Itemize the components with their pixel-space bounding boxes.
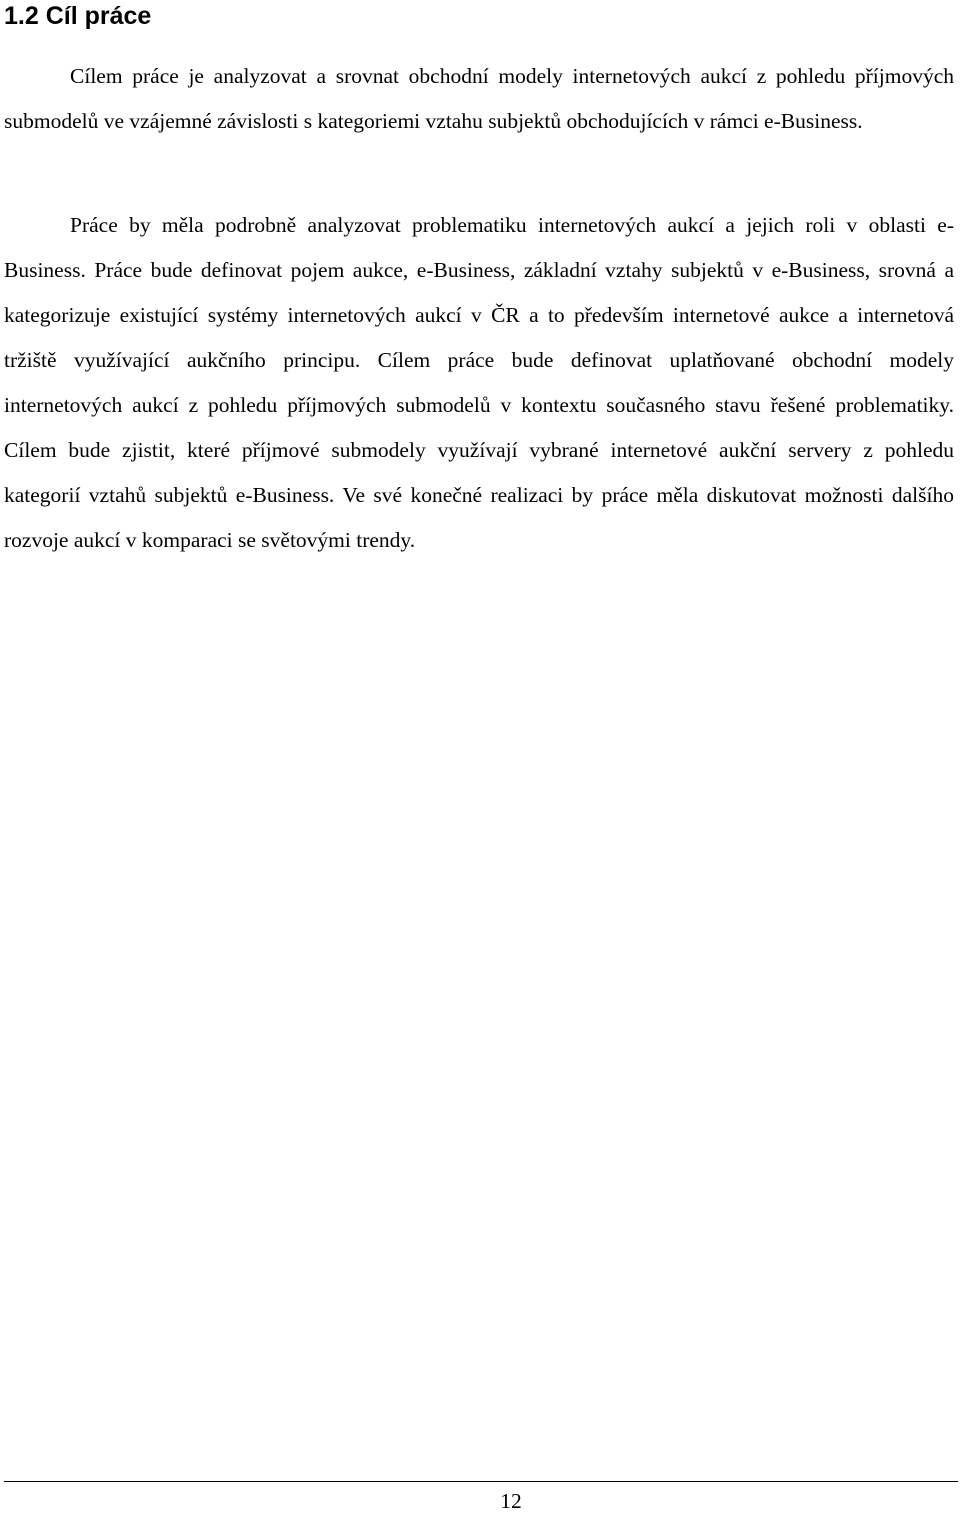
page-number: 12 [500,1489,522,1513]
section-heading: 1.2 Cíl práce [4,2,152,30]
footer-divider [4,1481,958,1482]
paragraph-aim-intro: Cílem práce je analyzovat a srovnat obchodní modely internetových aukcí z pohledu příjmových submodelů ve vzájemné závislosti s kategoriemi vztahu subjektů obchodujících v rámci e-Business. [4,64,954,133]
paragraph-aim-details: Práce by měla podrobně analyzovat problematiku internetových aukcí a jejich roli v oblasti e-Business. Práce bude definovat pojem aukce, e-Business, základní vztahy subjektů v e-Business, srovná a kategorizuje existující systémy internetových aukcí v ČR a to především internetové aukce a internetová tržiště využívající aukčního principu. Cílem práce bude definovat uplatňované obchodní modely internetových aukcí z pohledu příjmových submodelů v kontextu současného stavu řešené problematiky. Cílem bude zjistit, které příjmové submodely využívají vybrané internetové aukční servery z pohledu kategorií vztahů subjektů e-Business. Ve své konečné realizaci by práce měla diskutovat možnosti dalšího rozvoje aukcí v komparaci se světovými trendy. [4,213,954,552]
